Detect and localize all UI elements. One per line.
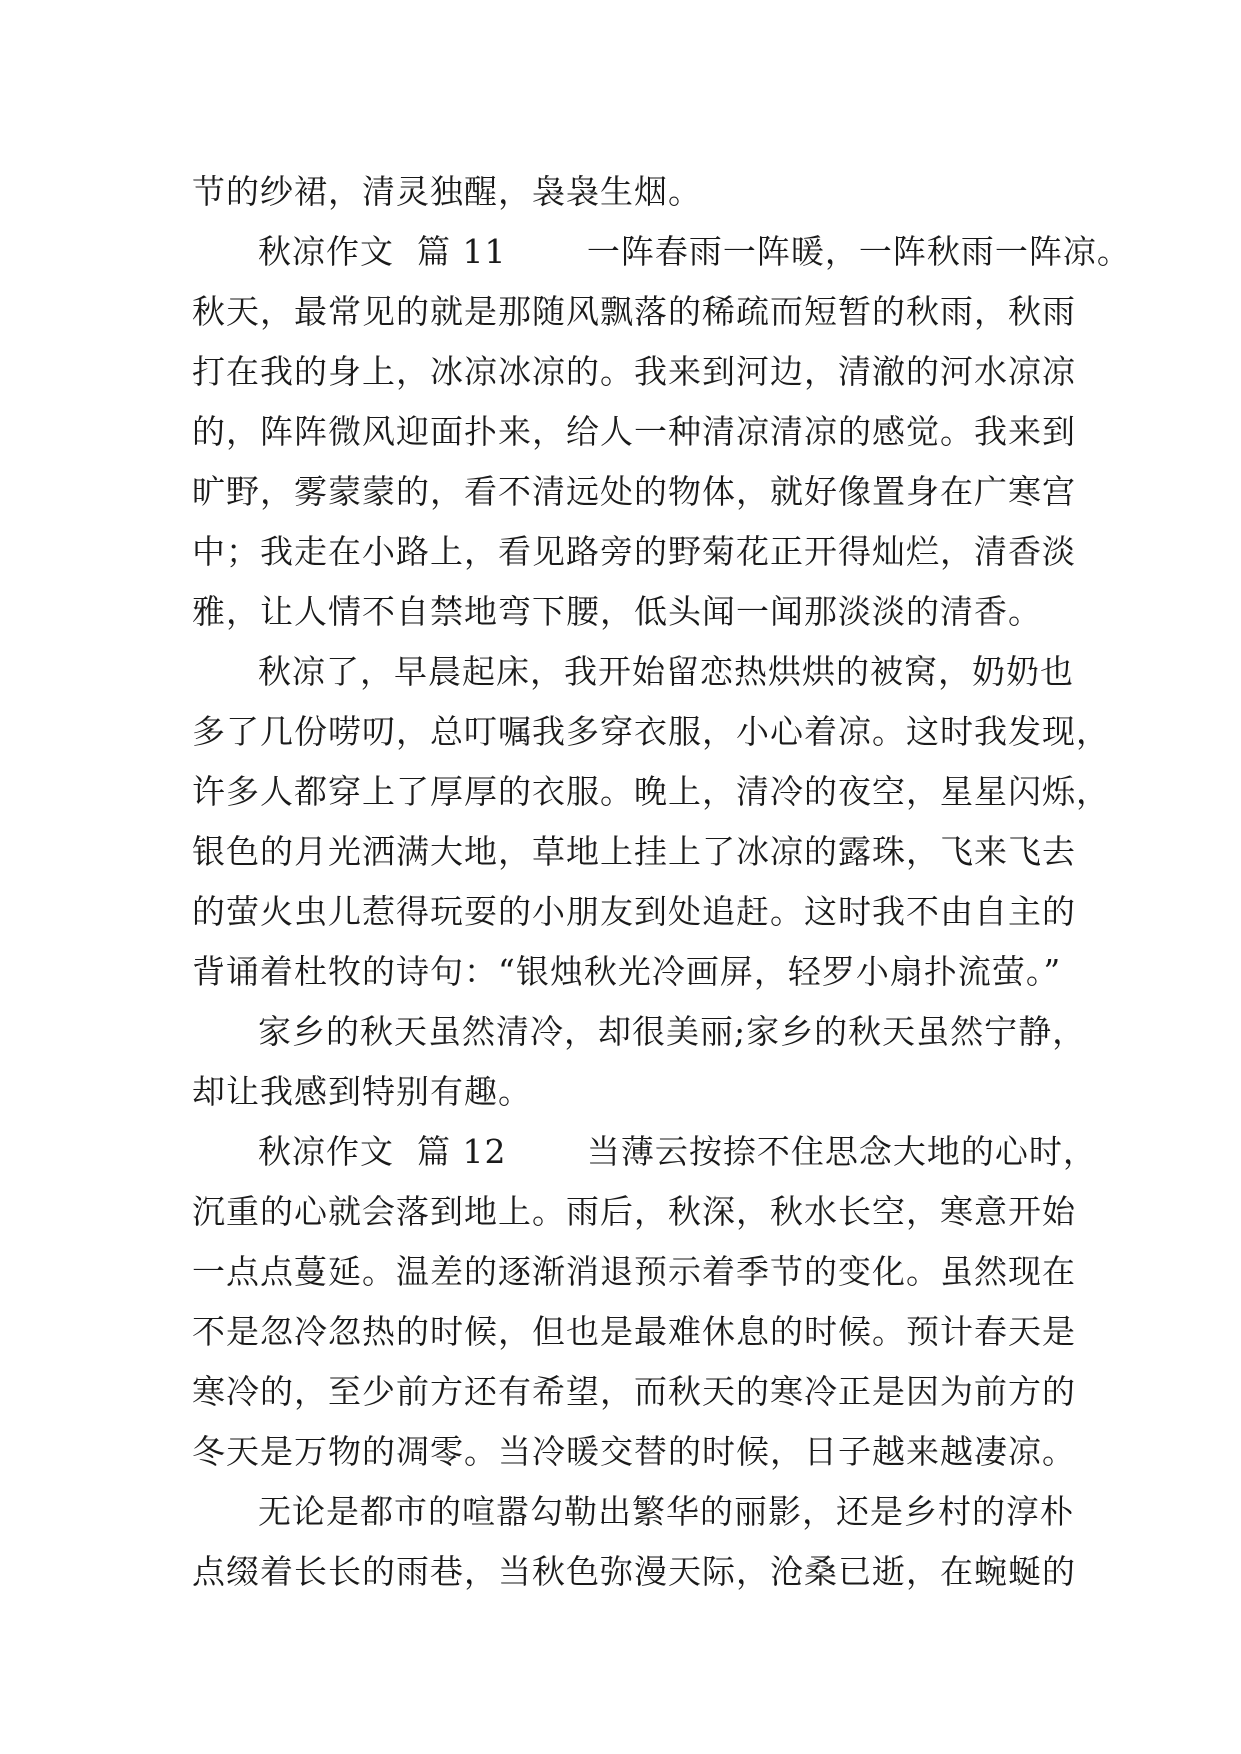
text-line: 背诵着杜牧的诗句：“银烛秋光冷画屏，轻罗小扇扑流萤。” (192, 952, 1062, 991)
text-line: 多了几份唠叨，总叮嘱我多穿衣服，小心着凉。这时我发现， (192, 712, 1110, 751)
text-line: 雅，让人情不自禁地弯下腰，低头闻一闻那淡淡的清香。 (192, 592, 1042, 631)
paragraph-start: 家乡的秋天虽然清冷，却很美丽;家乡的秋天虽然宁静， (258, 1012, 1087, 1051)
text-line: 节的纱裙，清灵独醒，袅袅生烟。 (192, 172, 702, 211)
section-heading-12: 秋凉作文 篇 12 当薄云按捺不住思念大地的心时， (258, 1132, 1097, 1171)
text-line: 打在我的身上，冰凉冰凉的。我来到河边，清澈的河水凉凉 (192, 352, 1076, 391)
text-line: 旷野，雾蒙蒙的，看不清远处的物体，就好像置身在广寒宫 (192, 472, 1076, 511)
section-heading-11: 秋凉作文 篇 11 一阵春雨一阵暖，一阵秋雨一阵凉。 (258, 232, 1131, 271)
text-line: 点缀着长长的雨巷，当秋色弥漫天际，沧桑已逝，在蜿蜒的 (192, 1552, 1076, 1591)
text-line: 寒冷的，至少前方还有希望，而秋天的寒冷正是因为前方的 (192, 1372, 1076, 1411)
text-line: 许多人都穿上了厚厚的衣服。晚上，清冷的夜空，星星闪烁， (192, 772, 1110, 811)
essay-text (192, 162, 1131, 1602)
text-line: 秋天，最常见的就是那随风飘落的稀疏而短暂的秋雨，秋雨 (192, 292, 1076, 331)
paragraph-start: 无论是都市的喧嚣勾勒出繁华的丽影，还是乡村的淳朴 (258, 1492, 1074, 1531)
text-line: 中；我走在小路上，看见路旁的野菊花正开得灿烂，清香淡 (192, 532, 1076, 571)
paragraph-start: 秋凉了，早晨起床，我开始留恋热烘烘的被窝，奶奶也 (258, 652, 1074, 691)
text-line: 沉重的心就会落到地上。雨后，秋深，秋水长空，寒意开始 (192, 1192, 1076, 1231)
text-line: 不是忽冷忽热的时候，但也是最难休息的时候。预计春天是 (192, 1312, 1076, 1351)
text-line: 冬天是万物的凋零。当冷暖交替的时候，日子越来越凄凉。 (192, 1432, 1076, 1471)
text-line: 却让我感到特别有趣。 (192, 1072, 532, 1111)
text-line: 一点点蔓延。温差的逐渐消退预示着季节的变化。虽然现在 (192, 1252, 1076, 1291)
text-line: 的萤火虫儿惹得玩耍的小朋友到处追赶。这时我不由自主的 (192, 892, 1076, 931)
text-line: 的，阵阵微风迎面扑来，给人一种清凉清凉的感觉。我来到 (192, 412, 1076, 451)
text-line: 银色的月光洒满大地，草地上挂上了冰凉的露珠，飞来飞去 (192, 832, 1076, 871)
